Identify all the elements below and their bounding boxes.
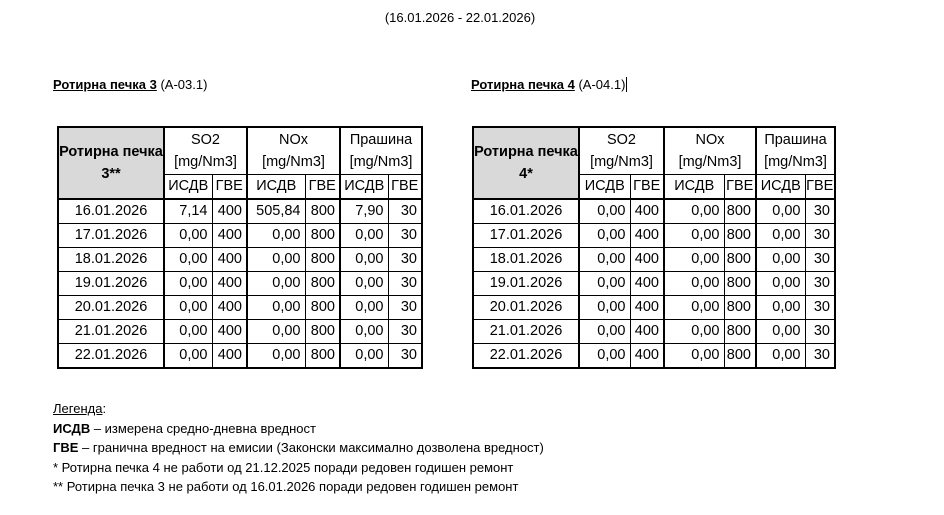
so2-limit: 400 (212, 296, 247, 320)
kiln-4-heading (471, 77, 627, 92)
table-row (58, 272, 422, 296)
so2-measured: 0,00 (164, 248, 212, 272)
dust-group-header (340, 127, 422, 175)
so2-label: SO2 (606, 132, 636, 148)
so2-measured: 0,00 (164, 296, 212, 320)
so2-measured: 0,00 (164, 320, 212, 344)
legend-title: Легенда (53, 401, 103, 416)
so2-label: SO2 (190, 132, 220, 148)
table-row (473, 248, 835, 272)
nox-label: NOx (695, 132, 725, 148)
subheader-gve: ГВЕ (724, 175, 756, 200)
so2-measured: 0,00 (579, 272, 630, 296)
dust-limit: 30 (805, 199, 835, 224)
dust-measured: 0,00 (756, 199, 805, 224)
so2-measured: 0,00 (579, 320, 630, 344)
table-header-row (58, 127, 422, 175)
row-date: 19.01.2026 (58, 272, 164, 296)
subheader-isdv: ИСДВ (756, 175, 805, 200)
subheader-isdv: ИСДВ (247, 175, 305, 200)
nox-limit: 800 (724, 272, 756, 296)
nox-measured: 0,00 (664, 224, 724, 248)
table-row (473, 272, 835, 296)
so2-group-header (579, 127, 664, 175)
nox-measured: 0,00 (664, 199, 724, 224)
row-date: 22.01.2026 (58, 344, 164, 369)
nox-limit: 800 (724, 248, 756, 272)
subheader-gve: ГВЕ (305, 175, 340, 200)
dust-limit: 30 (388, 272, 422, 296)
row-date: 18.01.2026 (58, 248, 164, 272)
table-row (58, 224, 422, 248)
row-date: 16.01.2026 (473, 199, 579, 224)
dust-limit: 30 (388, 248, 422, 272)
table-row (473, 320, 835, 344)
dust-measured: 0,00 (756, 224, 805, 248)
dust-measured: 0,00 (756, 296, 805, 320)
dust-label: Прашина (349, 132, 413, 148)
dust-limit: 30 (805, 272, 835, 296)
subheader-isdv: ИСДВ (664, 175, 724, 200)
text-cursor (626, 77, 627, 92)
nox-limit: 800 (305, 248, 340, 272)
legend-note-kiln-4: * Ротирна печка 4 не работи од 21.12.2025 поради редовен годишен ремонт (53, 459, 514, 475)
dust-unit: [mg/Nm3] (764, 154, 827, 170)
nox-limit: 800 (724, 199, 756, 224)
table-row (473, 199, 835, 224)
dust-group-header (756, 127, 835, 175)
kiln-3-emissions-table (57, 126, 423, 369)
row-date: 17.01.2026 (473, 224, 579, 248)
nox-limit: 800 (724, 320, 756, 344)
nox-unit: [mg/Nm3] (678, 154, 742, 170)
table-header-row (473, 127, 835, 175)
kiln-4-corner-header: Ротирна печка 4* (473, 127, 579, 199)
so2-measured: 0,00 (579, 248, 630, 272)
nox-limit: 800 (305, 199, 340, 224)
kiln-3-heading (53, 77, 207, 92)
nox-measured: 0,00 (247, 224, 305, 248)
dust-limit: 30 (388, 199, 422, 224)
nox-measured: 0,00 (247, 296, 305, 320)
table-row (58, 320, 422, 344)
dust-limit: 30 (388, 224, 422, 248)
legend-line-isdv (53, 419, 544, 439)
subheader-isdv: ИСДВ (579, 175, 630, 200)
nox-measured: 0,00 (664, 272, 724, 296)
nox-measured: 0,00 (664, 296, 724, 320)
so2-limit: 400 (212, 199, 247, 224)
so2-limit: 400 (212, 248, 247, 272)
report-date-range: (16.01.2026 - 22.01.2026) (384, 10, 536, 25)
dust-measured: 0,00 (756, 248, 805, 272)
kiln-3-corner-header: Ротирна печка 3** (58, 127, 164, 199)
so2-limit: 400 (630, 296, 664, 320)
nox-measured: 0,00 (664, 248, 724, 272)
so2-measured: 0,00 (579, 344, 630, 369)
nox-limit: 800 (305, 344, 340, 369)
nox-limit: 800 (724, 344, 756, 369)
nox-measured: 0,00 (247, 272, 305, 296)
nox-measured: 505,84 (247, 199, 305, 224)
legend-term-gve: ГВЕ (53, 440, 79, 455)
table-row (58, 248, 422, 272)
row-date: 21.01.2026 (473, 320, 579, 344)
nox-limit: 800 (305, 224, 340, 248)
row-date: 20.01.2026 (58, 296, 164, 320)
so2-measured: 7,14 (164, 199, 212, 224)
so2-measured: 0,00 (579, 199, 630, 224)
dust-measured: 0,00 (340, 248, 388, 272)
dust-limit: 30 (388, 296, 422, 320)
kiln-3-heading-code: (A-03.1) (160, 77, 208, 92)
nox-unit: [mg/Nm3] (262, 154, 325, 170)
table-row (58, 199, 422, 224)
so2-limit: 400 (212, 320, 247, 344)
table-row (58, 296, 422, 320)
so2-measured: 0,00 (579, 224, 630, 248)
so2-limit: 400 (212, 224, 247, 248)
subheader-gve: ГВЕ (212, 175, 247, 200)
dust-measured: 0,00 (756, 272, 805, 296)
row-date: 21.01.2026 (58, 320, 164, 344)
so2-limit: 400 (630, 199, 664, 224)
so2-limit: 400 (630, 272, 664, 296)
dust-label: Прашина (764, 132, 827, 148)
row-date: 19.01.2026 (473, 272, 579, 296)
nox-label: NOx (279, 132, 308, 148)
kiln-4-heading-code: (A-04.1) (578, 77, 626, 92)
subheader-isdv: ИСДВ (164, 175, 212, 200)
so2-limit: 400 (630, 320, 664, 344)
dust-measured: 7,90 (340, 199, 388, 224)
row-date: 22.01.2026 (473, 344, 579, 369)
nox-measured: 0,00 (664, 344, 724, 369)
subheader-gve: ГВЕ (805, 175, 835, 200)
nox-measured: 0,00 (247, 248, 305, 272)
legend-line-gve (53, 438, 544, 458)
dust-measured: 0,00 (340, 224, 388, 248)
dust-limit: 30 (388, 320, 422, 344)
nox-group-header (247, 127, 340, 175)
dust-measured: 0,00 (756, 344, 805, 369)
so2-unit: [mg/Nm3] (590, 154, 653, 170)
nox-limit: 800 (724, 224, 756, 248)
row-date: 20.01.2026 (473, 296, 579, 320)
dust-unit: [mg/Nm3] (349, 154, 413, 170)
subheader-isdv: ИСДВ (340, 175, 388, 200)
so2-limit: 400 (630, 344, 664, 369)
dust-limit: 30 (388, 344, 422, 369)
nox-measured: 0,00 (247, 320, 305, 344)
so2-measured: 0,00 (164, 272, 212, 296)
kiln-4-heading-name: Ротирна печка 4 (471, 77, 575, 92)
dust-measured: 0,00 (340, 344, 388, 369)
so2-measured: 0,00 (164, 224, 212, 248)
dust-measured: 0,00 (340, 296, 388, 320)
table-row (473, 344, 835, 369)
dust-limit: 30 (805, 344, 835, 369)
legend-term-isdv: ИСДВ (53, 420, 91, 436)
row-date: 17.01.2026 (58, 224, 164, 248)
row-date: 16.01.2026 (58, 199, 164, 224)
subheader-gve: ГВЕ (388, 175, 422, 200)
table-row (58, 344, 422, 369)
kiln-3-heading-name: Ротирна печка 3 (53, 77, 157, 92)
nox-limit: 800 (724, 296, 756, 320)
legend-text-isdv: – измерена средно-дневна вредност (90, 420, 316, 436)
legend (53, 399, 544, 497)
so2-measured: 0,00 (579, 296, 630, 320)
dust-limit: 30 (805, 224, 835, 248)
so2-limit: 400 (212, 272, 247, 296)
so2-group-header (164, 127, 247, 175)
nox-limit: 800 (305, 320, 340, 344)
dust-measured: 0,00 (340, 272, 388, 296)
nox-limit: 800 (305, 272, 340, 296)
dust-limit: 30 (805, 320, 835, 344)
so2-limit: 400 (630, 224, 664, 248)
nox-group-header (664, 127, 756, 175)
legend-text-gve: – гранична вредност на емисии (Законски максимално дозволена вредност) (78, 440, 544, 455)
kiln-4-emissions-table (472, 126, 836, 369)
table-row (473, 224, 835, 248)
so2-limit: 400 (212, 344, 247, 369)
subheader-gve: ГВЕ (630, 175, 664, 200)
dust-measured: 0,00 (340, 320, 388, 344)
so2-measured: 0,00 (164, 344, 212, 369)
so2-limit: 400 (630, 248, 664, 272)
nox-measured: 0,00 (664, 320, 724, 344)
nox-measured: 0,00 (247, 344, 305, 369)
dust-measured: 0,00 (756, 320, 805, 344)
table-row (473, 296, 835, 320)
legend-title-line (53, 399, 544, 419)
legend-colon: : (102, 401, 107, 416)
so2-unit: [mg/Nm3] (174, 154, 237, 170)
row-date: 18.01.2026 (473, 248, 579, 272)
legend-note-kiln-3: ** Ротирна печка 3 не работи од 16.01.2026 поради редовен годишен ремонт (53, 479, 519, 494)
nox-limit: 800 (305, 296, 340, 320)
dust-limit: 30 (805, 248, 835, 272)
dust-limit: 30 (805, 296, 835, 320)
